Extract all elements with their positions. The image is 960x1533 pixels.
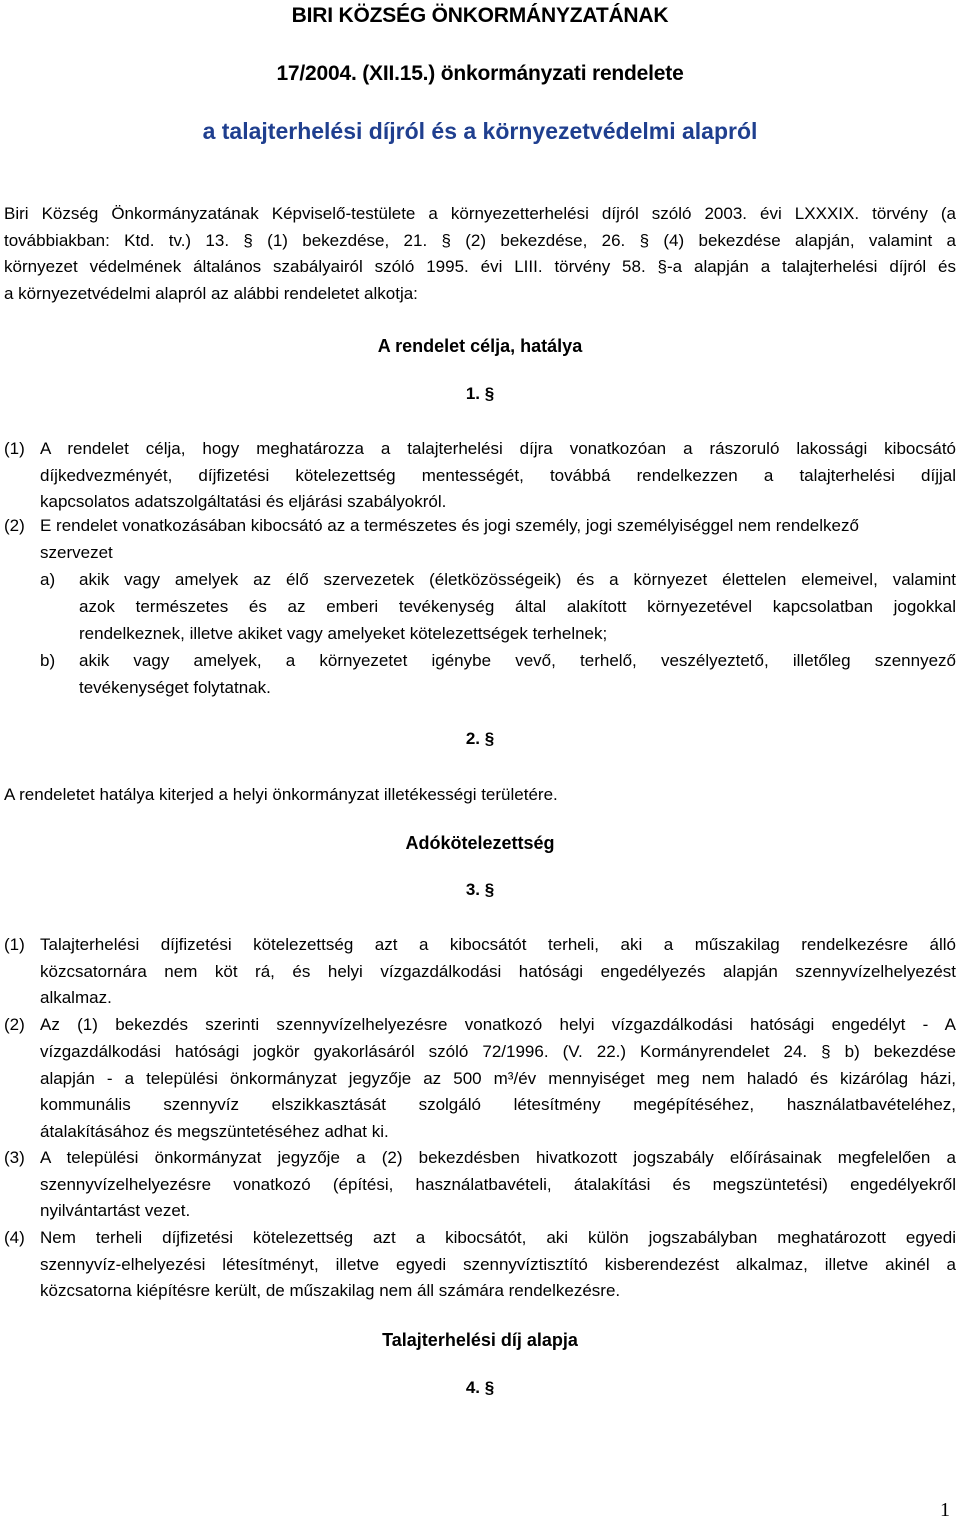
- paragraph-label: (1): [4, 439, 25, 458]
- paragraph-line: alkalmaz.: [40, 988, 112, 1007]
- paragraph-line: E rendelet vonatkozásában kibocsátó az a természetes és jogi személy, jogi személyiséggel nem rendelkező: [40, 516, 859, 535]
- preamble-line: Biri Község Önkormányzatának Képviselő-testülete a környezetterhelési díjról szóló 2003. évi LXXXIX. törvény (a: [4, 204, 956, 223]
- paragraph-line: szervezet: [40, 543, 113, 562]
- paragraph-line: szennyvízelhelyezésre vonatkozó (építési, használatbavételi, átalakítási és megszüntetési) engedélyekről: [40, 1175, 956, 1194]
- paragraph-line: A rendeletet hatálya kiterjed a helyi önkormányzat illetékességi területére.: [4, 785, 558, 804]
- paragraph-line: Talajterhelési díjfizetési kötelezettség azt a kibocsátót terheli, aki a műszakilag rendelkezésre álló: [40, 935, 956, 954]
- item-line: tevékenységet folytatnak.: [79, 678, 271, 697]
- paragraph-label: (1): [4, 935, 25, 954]
- paragraph-line: alapján - a települési önkormányzat jegyzője az 500 m³/év mennyiséget meg nem haladó és kizárólag házi,: [40, 1069, 956, 1088]
- paragraph-line: kommunális szennyvíz elszikkasztását szolgáló létesítmény megépítéséhez, használatbavételéhez,: [40, 1095, 956, 1114]
- section-number: 1. §: [465, 384, 495, 403]
- paragraph-label: (3): [4, 1148, 25, 1167]
- preamble-line: továbbiakban: Ktd. tv.) 13. § (1) bekezdése, 21. § (2) bekezdése, 26. § (4) bekezdése alapján, valamint a: [4, 231, 956, 250]
- preamble-line: a környezetvédelmi alapról az alábbi rendeletet alkotja:: [4, 284, 418, 303]
- paragraph-line: nyilvántartást vezet.: [40, 1201, 191, 1220]
- paragraph-label: (2): [4, 1015, 25, 1034]
- item-line: akik vagy amelyek az élő szervezetek (életközösségeik) és a környezet élettelen elemeivel, valamint: [79, 570, 956, 589]
- paragraph-line: kapcsolatos adatszolgáltatási és eljárási szabályokról.: [40, 492, 447, 511]
- section-heading: A rendelet célja, hatálya: [377, 336, 583, 356]
- preamble-line: környezet védelmének általános szabályairól szóló 1995. évi LIII. törvény 58. §-a alapján a talajterhelési díjról és: [4, 257, 956, 276]
- paragraph-line: vízgazdálkodási hatósági jogkör gyakorlásáról szóló 72/1996. (V. 22.) Kormányrendelet 24. § b) bekezdése: [40, 1042, 956, 1061]
- section-heading: Talajterhelési díj alapja: [382, 1330, 578, 1350]
- paragraph-label: (4): [4, 1228, 25, 1247]
- paragraph-line: Az (1) bekezdés szerinti szennyvízelhelyezésre vonatkozó helyi vízgazdálkodási hatósági engedélyt - A: [40, 1015, 956, 1034]
- paragraph-label: (2): [4, 516, 25, 535]
- item-line: rendelkeznek, illetve akiket vagy amelyeket kötelezettségek terhelnek;: [79, 624, 608, 643]
- item-label: a): [40, 570, 56, 589]
- section-heading: Adókötelezettség: [405, 833, 555, 853]
- section-number: 3. §: [465, 880, 495, 899]
- paragraph-line: közcsatornára nem köt rá, és helyi vízgazdálkodási hatósági engedélyezés alapján szennyvízelhelyezést: [40, 962, 956, 981]
- section-number: 4. §: [465, 1378, 495, 1397]
- org-heading: BIRI KÖZSÉG ÖNKORMÁNYZATÁNAK: [291, 4, 669, 27]
- item-line: akik vagy amelyek, a környezetet igénybe vevő, terhelő, veszélyeztető, illetőleg szennyező: [79, 651, 956, 670]
- paragraph-line: átalakításához és megszüntetéséhez adhat ki.: [40, 1122, 389, 1141]
- page-number: 1: [940, 1499, 950, 1521]
- section-number: 2. §: [465, 729, 495, 748]
- decree-number: 17/2004. (XII.15.) önkormányzati rendelete: [276, 62, 684, 85]
- paragraph-line: A rendelet célja, hogy meghatározza a talajterhelési díjra vonatkozóan a rászoruló lakossági kibocsátó: [40, 439, 956, 458]
- paragraph-line: szennyvíz-elhelyezési létesítményt, illetve egyedi szennyvíztisztító kisberendezést alkalmaz, illetve akinél a: [40, 1255, 956, 1274]
- paragraph-line: közcsatorna kiépítésre került, de műszakilag nem áll számára rendelkezésre.: [40, 1281, 621, 1300]
- item-line: azok természetes és az emberi tevékenység által alakított környezetével kapcsolatban jogokkal: [79, 597, 956, 616]
- paragraph-line: díjkedvezményét, díjfizetési kötelezettség mentességét, továbbá rendelkezzen a talajterhelési díjjal: [40, 466, 956, 485]
- decree-title: a talajterhelési díjról és a környezetvédelmi alapról: [202, 118, 758, 144]
- item-label: b): [40, 651, 56, 670]
- paragraph-line: Nem terheli díjfizetési kötelezettség azt a kibocsátót, aki külön jogszabályban meghatározott egyedi: [40, 1228, 956, 1247]
- paragraph-line: A települési önkormányzat jegyzője a (2) bekezdésben hivatkozott jogszabály előírásainak megfelelően a: [40, 1148, 956, 1167]
